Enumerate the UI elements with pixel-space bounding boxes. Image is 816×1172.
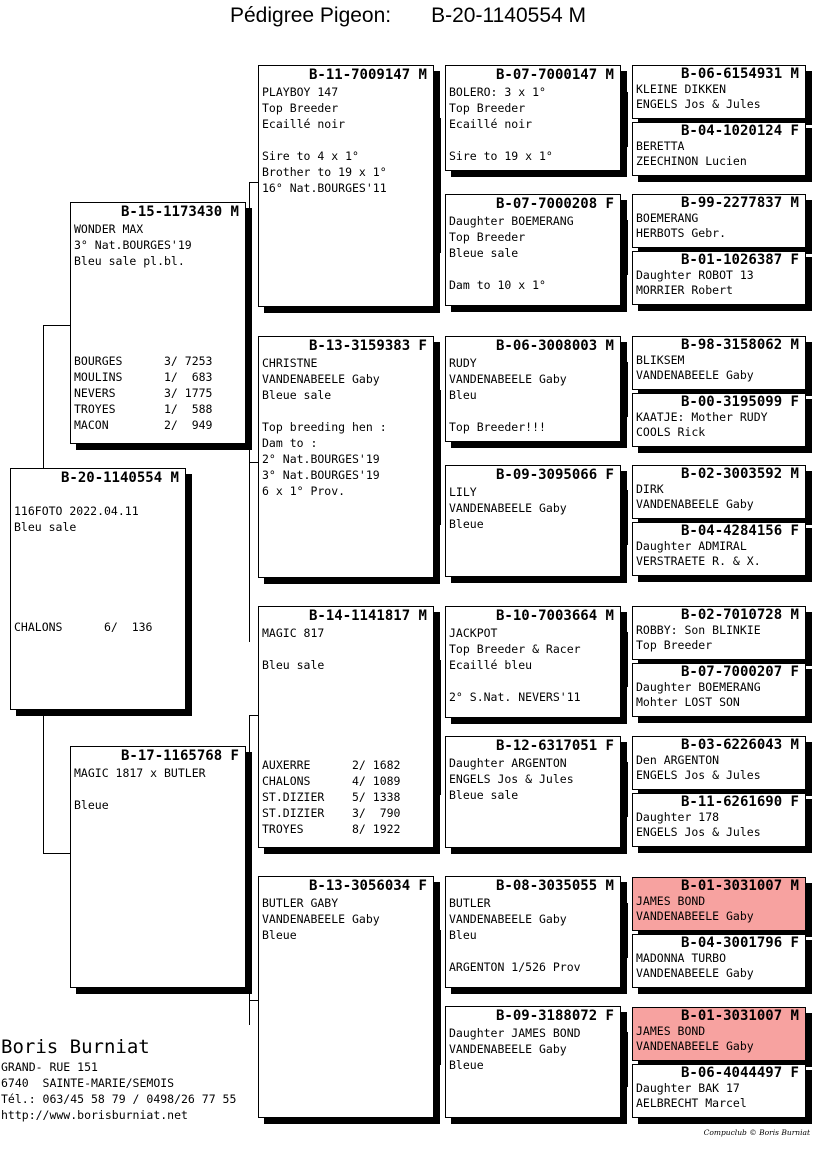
result-row (262, 805, 400, 821)
pigeon-info (633, 622, 805, 653)
pigeon-info (11, 486, 185, 535)
connector-line (627, 632, 628, 687)
pigeon-card-g12[interactable] (632, 793, 806, 847)
ring-number: B-00-3195099 F (680, 394, 799, 410)
pigeon-info (633, 481, 805, 512)
pigeon-card-g9[interactable] (632, 606, 806, 660)
result-race: MACON (74, 418, 109, 432)
breeder-address: GRAND- RUE 151 (1, 1060, 98, 1074)
info-line (14, 487, 185, 503)
ring-number: B-09-3095066 F (495, 467, 614, 483)
info-line: Bleu sale (14, 520, 77, 534)
pigeon-card-sss[interactable] (445, 65, 621, 171)
info-line: VANDENABEELE Gaby (449, 912, 567, 926)
connector-line (627, 92, 628, 147)
pigeon-info (633, 81, 805, 112)
breeder-phone: Tél.: 063/45 58 79 / 0498/26 77 55 (1, 1092, 237, 1106)
result-place: 3/ 7253 (164, 354, 213, 368)
info-line: Bleue sale (449, 246, 519, 260)
result-place: 5/ 1338 (352, 790, 401, 804)
result-race: AUXERRE (262, 758, 311, 772)
info-line: Dam to 10 x 1° (449, 278, 546, 292)
info-line: Bleue (74, 798, 109, 812)
ring-number: B-11-6261690 F (680, 794, 799, 810)
connector-line (43, 853, 70, 854)
pigeon-info (446, 354, 620, 435)
info-line: Daughter ADMIRAL (636, 539, 747, 553)
result-row (74, 369, 212, 385)
pigeon-card-g8[interactable] (632, 522, 806, 576)
pigeon-info (446, 754, 620, 803)
pigeon-info (71, 220, 245, 269)
pigeon-info (446, 894, 620, 975)
pigeon-card-g3[interactable] (632, 194, 806, 248)
pigeon-card-g13[interactable] (632, 877, 806, 931)
info-line: Brother to 19 x 1° (262, 165, 387, 179)
ring-number: B-10-7003664 M (495, 608, 614, 624)
ring-number: B-02-7010728 M (680, 607, 799, 623)
pigeon-info (633, 752, 805, 783)
info-line: COOLS Rick (636, 425, 706, 439)
info-line: Ecaillé bleu (449, 658, 533, 672)
ring-number: B-08-3035055 M (495, 878, 614, 894)
pigeon-card-dds[interactable] (445, 876, 621, 988)
title-label: Pédigree Pigeon: (230, 4, 392, 27)
result-place: 1/ 683 (164, 370, 213, 384)
info-line: CHRISTNE (262, 356, 318, 370)
info-line: MORRIER Robert (636, 283, 733, 297)
connector-line (43, 325, 70, 326)
ring-number: B-14-1141817 M (308, 608, 427, 624)
connector-line (627, 762, 628, 817)
result-race: ST.DIZIER (262, 806, 325, 820)
connector-line (440, 390, 441, 525)
result-row (14, 619, 152, 635)
pigeon-card-dsd[interactable] (445, 736, 621, 848)
info-line: 6 x 1° Prov. (262, 484, 346, 498)
info-line: 3° Nat.BOURGES'19 (262, 468, 380, 482)
page-title (0, 4, 816, 28)
connector-line (440, 930, 441, 1065)
pigeon-info (633, 538, 805, 569)
ring-number: B-98-3158062 M (680, 337, 799, 353)
connector-line (249, 715, 250, 1025)
info-line: MAGIC 1817 x BUTLER (74, 766, 206, 780)
pigeon-card-g1[interactable] (632, 65, 806, 119)
pigeon-card-g4[interactable] (632, 251, 806, 305)
info-line: JAMES BOND (636, 894, 706, 908)
pigeon-card-ds[interactable] (258, 606, 434, 848)
info-line: BOLERO: 3 x 1° (449, 85, 546, 99)
connector-line (43, 325, 44, 468)
result-row (262, 821, 400, 837)
info-line: Den ARGENTON (636, 753, 720, 767)
info-line: Top Breeder (449, 230, 526, 244)
result-place: 8/ 1922 (352, 822, 401, 836)
connector-line (627, 1032, 628, 1087)
info-line: Daughter 178 (636, 810, 720, 824)
pigeon-info (633, 409, 805, 440)
info-line: ENGELS Jos & Jules (636, 825, 761, 839)
pigeon-card-dd[interactable] (258, 876, 434, 1118)
info-line: ZEECHINON Lucien (636, 154, 747, 168)
info-line: KAATJE: Mother RUDY (636, 410, 768, 424)
info-line: VANDENABEELE Gaby (636, 1039, 754, 1053)
pigeon-info (633, 267, 805, 298)
ring-number: B-04-3001796 F (680, 935, 799, 951)
info-line: VANDENABEELE Gaby (636, 368, 754, 382)
pigeon-info (633, 893, 805, 924)
result-race: CHALONS (262, 774, 311, 788)
info-line: Dam to : (262, 436, 318, 450)
info-line: Top Breeder (636, 638, 713, 652)
info-line: Sire to 4 x 1° (262, 149, 359, 163)
ring-number: B-01-3031007 M (680, 1008, 799, 1024)
info-line: BUTLER (449, 896, 491, 910)
info-line: Bleu sale pl.bl. (74, 254, 185, 268)
result-place: 6/ 136 (104, 620, 153, 634)
pigeon-card-g10[interactable] (632, 663, 806, 717)
result-row (74, 401, 212, 417)
pigeon-info (633, 352, 805, 383)
pigeon-card-g5[interactable] (632, 336, 806, 390)
ring-number: B-07-7000207 F (680, 664, 799, 680)
pigeon-card-g6[interactable] (632, 393, 806, 447)
connector-line (43, 710, 44, 853)
info-line: Daughter BAK 17 (636, 1081, 740, 1095)
info-line: Top Breeder!!! (449, 420, 546, 434)
result-place: 3/ 790 (352, 806, 401, 820)
breeder-info (1, 1035, 236, 1123)
ring-number: B-02-3003592 M (680, 466, 799, 482)
info-line: Top breeding hen : (262, 420, 387, 434)
info-line: Ecaillé noir (449, 117, 533, 131)
ring-number: B-06-4044497 F (680, 1065, 799, 1081)
pigeon-card-g15[interactable] (632, 1007, 806, 1061)
info-line: Bleu (449, 388, 477, 402)
footer-credit: Compuclub © Boris Burniat (703, 1128, 810, 1137)
info-line: ENGELS Jos & Jules (636, 97, 761, 111)
pigeon-info (633, 1080, 805, 1111)
pigeon-card-g14[interactable] (632, 934, 806, 988)
info-line (262, 641, 433, 657)
result-race: NEVERS (74, 386, 116, 400)
info-line: Top Breeder (262, 101, 339, 115)
result-row (262, 757, 400, 773)
info-line: VANDENABEELE Gaby (262, 372, 380, 386)
pigeon-info (446, 212, 620, 293)
info-line: WONDER MAX (74, 222, 144, 236)
info-line: Daughter BOEMERANG (449, 214, 574, 228)
pigeon-card-sds[interactable] (445, 336, 621, 442)
connector-line (440, 660, 441, 795)
ring-number: B-07-7000208 F (495, 196, 614, 212)
result-race: TROYES (262, 822, 304, 836)
info-line: BLIKSEM (636, 353, 685, 367)
ring-number: B-04-1020124 F (680, 123, 799, 139)
info-line: Bleu (449, 928, 477, 942)
info-line (449, 261, 620, 277)
info-line: LILY (449, 485, 477, 499)
pigeon-card-ss[interactable] (258, 65, 434, 307)
pigeon-card-g7[interactable] (632, 465, 806, 519)
info-line: KLEINE DIKKEN (636, 82, 727, 96)
results-list (14, 619, 152, 635)
ring-number: B-12-6317051 F (495, 738, 614, 754)
breeder-name: Boris Burniat (1, 1036, 150, 1058)
info-line: ENGELS Jos & Jules (636, 768, 761, 782)
pigeon-card-dss[interactable] (445, 606, 621, 718)
info-line: BERETTA (636, 139, 685, 153)
pigeon-info (633, 950, 805, 981)
info-line: PLAYBOY 147 (262, 85, 339, 99)
pigeon-info (446, 83, 620, 164)
info-line: Bleue (262, 928, 297, 942)
info-line: VANDENABEELE Gaby (449, 372, 567, 386)
info-line: Top Breeder & Racer (449, 642, 581, 656)
result-place: 1/ 588 (164, 402, 213, 416)
pigeon-card-g2[interactable] (632, 122, 806, 176)
info-line: 2° Nat.BOURGES'19 (262, 452, 380, 466)
info-line: Daughter ARGENTON (449, 756, 567, 770)
pigeon-card-g16[interactable] (632, 1064, 806, 1118)
info-line: 2° S.Nat. NEVERS'11 (449, 690, 581, 704)
connector-line (627, 362, 628, 417)
pigeon-card-ssd[interactable] (445, 194, 621, 306)
info-line: Bleue (449, 1058, 484, 1072)
ring-number: B-17-1165768 F (120, 748, 239, 764)
title-ring: B-20-1140554 M (431, 4, 586, 27)
ring-number: B-99-2277837 M (680, 195, 799, 211)
info-line: BUTLER GABY (262, 896, 339, 910)
info-line: DIRK (636, 482, 664, 496)
info-line (449, 403, 620, 419)
pigeon-info (259, 83, 433, 196)
info-line: Ecaillé noir (262, 117, 346, 131)
ring-number: B-11-7009147 M (308, 67, 427, 83)
result-row (74, 417, 212, 433)
result-row (74, 385, 212, 401)
info-line: AELBRECHT Marcel (636, 1096, 747, 1110)
pigeon-info (633, 1023, 805, 1054)
pigeon-card-sire[interactable] (70, 202, 246, 444)
pigeon-info (446, 483, 620, 532)
info-line: 116FOTO 2022.04.11 (14, 504, 139, 518)
results-list (74, 353, 212, 433)
info-line (74, 781, 245, 797)
result-race: BOURGES (74, 354, 123, 368)
info-line: 16° Nat.BOURGES'11 (262, 181, 387, 195)
result-row (74, 353, 212, 369)
pigeon-info (633, 679, 805, 710)
pigeon-info (259, 624, 433, 673)
info-line: Bleu sale (262, 658, 325, 672)
info-line: HERBOTS Gebr. (636, 226, 727, 240)
breeder-city: 6740 SAINTE-MARIE/SEMOIS (1, 1076, 175, 1090)
pigeon-info (446, 624, 620, 705)
connector-line (627, 490, 628, 545)
info-line (262, 403, 433, 419)
info-line: VANDENABEELE Gaby (636, 966, 754, 980)
ring-number: B-06-3008003 M (495, 338, 614, 354)
info-line: Daughter BOEMERANG (636, 680, 761, 694)
info-line (262, 132, 433, 148)
info-line: Daughter JAMES BOND (449, 1026, 581, 1040)
connector-line (627, 903, 628, 958)
pigeon-card-sdd[interactable] (445, 465, 621, 577)
pigeon-info (633, 809, 805, 840)
pigeon-card-g11[interactable] (632, 736, 806, 790)
pigeon-card-dam[interactable] (70, 746, 246, 988)
ring-number: B-13-3056034 F (308, 878, 427, 894)
info-line: MADONNA TURBO (636, 951, 727, 965)
info-line: BOEMERANG (636, 211, 699, 225)
result-race: MOULINS (74, 370, 123, 384)
info-line: VANDENABEELE Gaby (262, 912, 380, 926)
connector-line (627, 220, 628, 275)
result-place: 2/ 949 (164, 418, 213, 432)
result-place: 4/ 1089 (352, 774, 401, 788)
info-line: VERSTRAETE R. & X. (636, 554, 761, 568)
ring-number: B-04-4284156 F (680, 523, 799, 539)
info-line: VANDENABEELE Gaby (636, 909, 754, 923)
info-line: Mohter LOST SON (636, 695, 740, 709)
ring-number: B-01-1026387 F (680, 252, 799, 268)
info-line (449, 132, 620, 148)
result-race: CHALONS (14, 620, 63, 634)
result-race: TROYES (74, 402, 116, 416)
result-place: 2/ 1682 (352, 758, 401, 772)
info-line: VANDENABEELE Gaby (449, 1042, 567, 1056)
pigeon-info (71, 764, 245, 813)
results-list (262, 757, 400, 837)
ring-number: B-01-3031007 M (680, 878, 799, 894)
info-line: Bleue (449, 517, 484, 531)
ring-number: B-06-6154931 M (680, 66, 799, 82)
pigeon-card-subject[interactable] (10, 468, 186, 710)
info-line (449, 943, 620, 959)
info-line: ROBBY: Son BLINKIE (636, 623, 761, 637)
info-line: RUDY (449, 356, 477, 370)
info-line: JAMES BOND (636, 1024, 706, 1038)
result-row (262, 773, 400, 789)
ring-number: B-13-3159383 F (308, 338, 427, 354)
result-race: ST.DIZIER (262, 790, 325, 804)
info-line: VANDENABEELE Gaby (636, 497, 754, 511)
ring-number: B-20-1140554 M (60, 470, 179, 486)
info-line: Bleue sale (449, 788, 519, 802)
pigeon-info (633, 210, 805, 241)
info-line: Top Breeder (449, 101, 526, 115)
pigeon-info (446, 1024, 620, 1073)
info-line: MAGIC 817 (262, 626, 325, 640)
info-line: VANDENABEELE Gaby (449, 501, 567, 515)
info-line: ARGENTON 1/526 Prov (449, 960, 581, 974)
pigeon-card-sd[interactable] (258, 336, 434, 578)
info-line: Bleue sale (262, 388, 332, 402)
ring-number: B-03-6226043 M (680, 737, 799, 753)
result-place: 3/ 1775 (164, 386, 213, 400)
pigeon-card-ddd[interactable] (445, 1006, 621, 1118)
info-line: Sire to 19 x 1° (449, 149, 553, 163)
pigeon-info (259, 894, 433, 943)
info-line (449, 673, 620, 689)
result-row (262, 789, 400, 805)
ring-number: B-09-3188072 F (495, 1008, 614, 1024)
ring-number: B-15-1173430 M (120, 204, 239, 220)
pigeon-info (633, 138, 805, 169)
info-line: 3° Nat.BOURGES'19 (74, 238, 192, 252)
connector-line (249, 182, 250, 642)
info-line: JACKPOT (449, 626, 498, 640)
info-line: Daughter ROBOT 13 (636, 268, 754, 282)
connector-line (440, 118, 441, 253)
ring-number: B-07-7000147 M (495, 67, 614, 83)
info-line: ENGELS Jos & Jules (449, 772, 574, 786)
pigeon-info (259, 354, 433, 499)
breeder-website[interactable]: http://www.borisburniat.net (1, 1108, 188, 1122)
